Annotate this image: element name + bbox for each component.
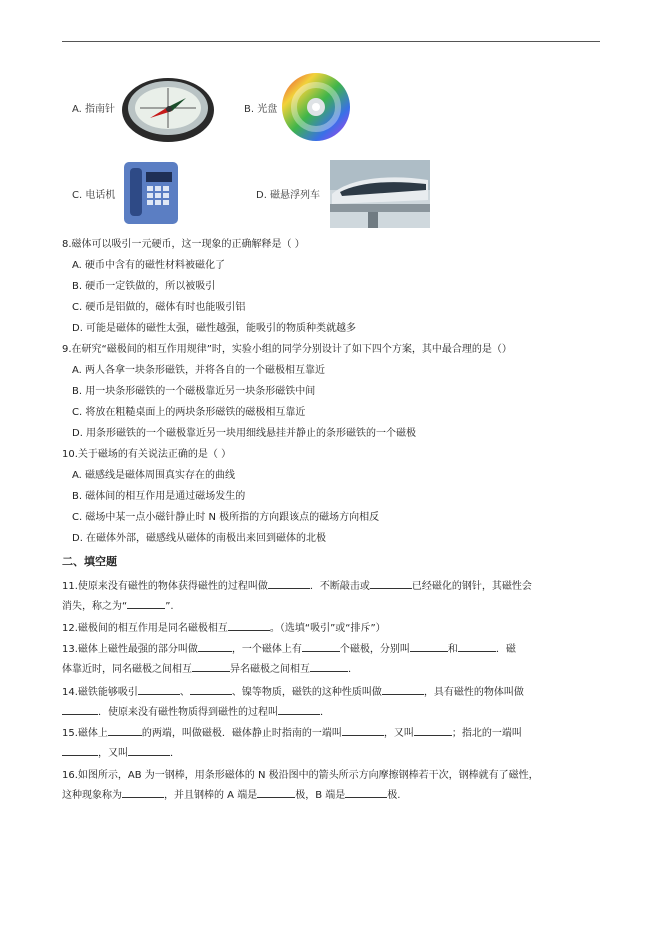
- q8-option-d: D. 可能是磁体的磁性太强，磁性越强，能吸引的物质种类就越多: [72, 323, 357, 334]
- question-text: 这种现象称为: [62, 790, 122, 801]
- q8-option-a: A. 硬币中含有的磁性材料被磁化了: [72, 260, 226, 271]
- question-text: 和: [447, 644, 458, 655]
- header-rule: [62, 41, 600, 42]
- q10-option-a: A. 磁感线是磁体周围真实存在的曲线: [72, 470, 236, 481]
- q10-stem: 10.关于磁场的有关说法正确的是（ ）: [62, 449, 232, 460]
- q9-option-a: A. 两人各拿一块条形磁铁，并将各自的一个磁极相互靠近: [72, 365, 326, 376]
- q9-option-d: D. 用条形磁铁的一个磁极靠近另一块用细线悬挂并静止的条形磁铁的一个磁极: [72, 428, 417, 439]
- q13: [62, 640, 602, 680]
- question-text: 11.使原来没有磁性的物体获得磁性的过程叫做: [62, 581, 268, 592]
- option-b-label: B. 光盘: [244, 104, 278, 115]
- question-text: ”.: [165, 601, 174, 612]
- blank: [268, 578, 310, 589]
- q10-option-c: C. 磁场中某一点小磁针静止时 N 极所指的方向跟该点的磁场方向相反: [72, 512, 380, 523]
- question-text: ；指北的一端叫: [451, 728, 522, 739]
- question-text: 16.如图所示，AB 为一钢棒，用条形磁体的 N 极沿图中的箭头所示方向摩擦钢棒若干次，钢棒就有了磁性，: [62, 770, 539, 781]
- blank: [190, 684, 232, 695]
- blank: [345, 787, 387, 798]
- question-text: 已经磁化的钢针，其磁性会: [411, 581, 532, 592]
- blank: [108, 725, 142, 736]
- question-text: ，又叫: [383, 728, 414, 739]
- question-text: 15.磁体上: [62, 728, 108, 739]
- q9-stem: 9.在研究“磁极间的相互作用规律”时，实验小组的同学分别设计了如下四个方案，其中最合理的是（）: [62, 344, 512, 355]
- q10-option-d: D. 在磁体外部，磁感线从磁体的南极出来回到磁体的北极: [72, 533, 327, 544]
- question-text: 14.磁铁能够吸引: [62, 687, 138, 698]
- cd-disc-image: [280, 72, 352, 142]
- section-title: 二、填空题: [62, 555, 117, 568]
- question-text: ．: [348, 664, 358, 675]
- blank: [192, 661, 230, 672]
- q12: [62, 619, 602, 639]
- blank: [62, 704, 98, 715]
- question-text: ，又叫: [98, 748, 128, 759]
- q8-option-b: B. 硬币一定铁做的，所以被吸引: [72, 281, 216, 292]
- blank: [370, 578, 412, 589]
- question-text: 异名磁极之间相互: [230, 664, 310, 675]
- blank: [342, 725, 384, 736]
- blank: [257, 787, 295, 798]
- question-text: 个磁极，分别叫: [339, 644, 410, 655]
- q16: [62, 766, 602, 806]
- question-text: ．不断敲击或: [309, 581, 370, 592]
- q8-stem: 8.磁体可以吸引一元硬币，这一现象的正确解释是（ ）: [62, 239, 305, 250]
- question-text: 、镍等物质，磁铁的这种性质叫做: [231, 687, 382, 698]
- blank: [128, 745, 170, 756]
- question-text: ．使原来没有磁性物质得到磁性的过程叫: [98, 707, 278, 718]
- blank: [62, 745, 98, 756]
- q15: [62, 724, 602, 764]
- blank: [410, 641, 448, 652]
- q9-option-c: C. 将放在粗糙桌面上的两块条形磁铁的磁极相互靠近: [72, 407, 306, 418]
- question-text: ．磁: [495, 644, 516, 655]
- telephone-image: [122, 158, 180, 226]
- question-text: 消失，称之为“: [62, 601, 128, 612]
- blank: [122, 787, 164, 798]
- blank: [458, 641, 496, 652]
- blank: [278, 704, 320, 715]
- question-text: 13.磁体上磁性最强的部分叫做: [62, 644, 198, 655]
- blank: [382, 684, 424, 695]
- question-text: ．: [320, 707, 330, 718]
- blank: [414, 725, 452, 736]
- question-text: 体靠近时，同名磁极之间相互: [62, 664, 192, 675]
- option-a-label: A. 指南针: [72, 104, 116, 115]
- q14: [62, 683, 602, 723]
- question-text: 、: [179, 687, 190, 698]
- q8-option-c: C. 硬币是铝做的，磁体有时也能吸引铝: [72, 302, 246, 313]
- q11: [62, 577, 602, 617]
- question-text: ，一个磁体上有: [231, 644, 302, 655]
- question-text: ，并且钢棒的 A 端是: [164, 790, 258, 801]
- blank: [310, 661, 348, 672]
- blank: [127, 598, 165, 609]
- option-c-label: C. 电话机: [72, 190, 116, 201]
- question-text: ．: [170, 748, 180, 759]
- question-text: 极.: [387, 790, 401, 801]
- q9-option-b: B. 用一块条形磁铁的一个磁极靠近另一块条形磁铁中间: [72, 386, 316, 397]
- question-text: 。（选填“吸引”或“排斥”）: [269, 623, 386, 634]
- question-text: 的两端，叫做磁极．磁体静止时指南的一端叫: [141, 728, 342, 739]
- q10-option-b: B. 磁体间的相互作用是通过磁场发生的: [72, 491, 246, 502]
- question-text: 12.磁极间的相互作用是同名磁极相互: [62, 623, 228, 634]
- maglev-train-image: [330, 160, 430, 228]
- option-d-label: D. 磁悬浮列车: [256, 190, 321, 201]
- question-text: ，具有磁性的物体叫做: [423, 687, 524, 698]
- question-text: 极，B 端是: [295, 790, 346, 801]
- compass-image: [120, 72, 215, 144]
- blank: [138, 684, 180, 695]
- blank: [198, 641, 232, 652]
- blank: [302, 641, 340, 652]
- blank: [228, 620, 270, 631]
